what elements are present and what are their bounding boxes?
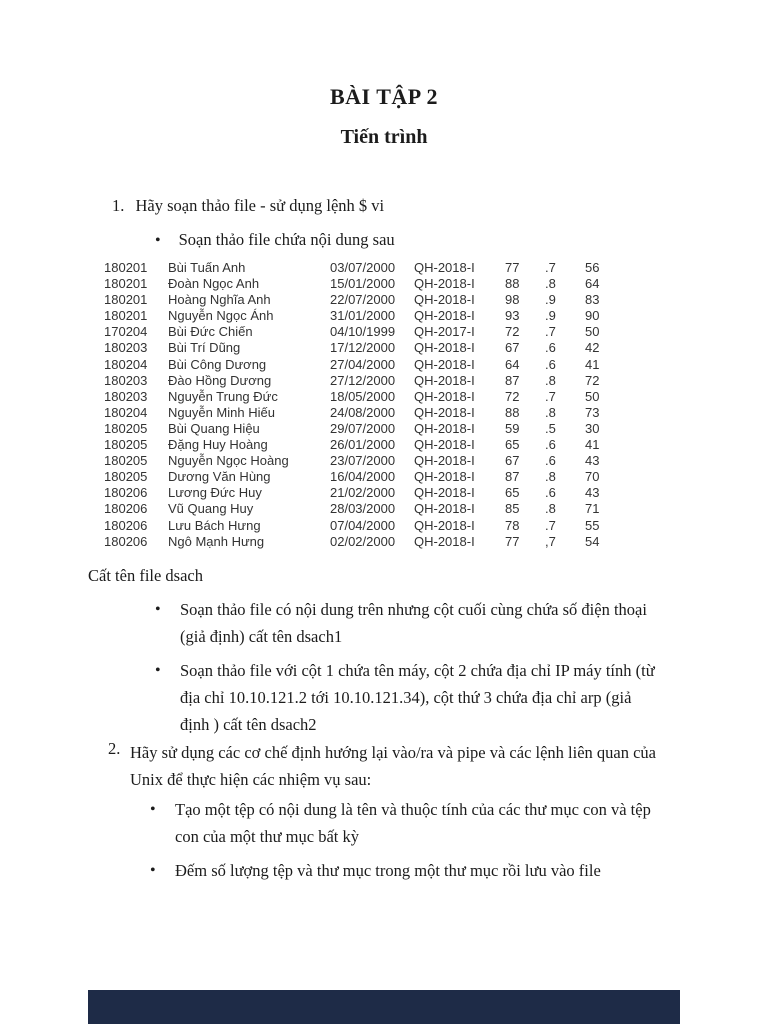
table-row	[104, 518, 619, 534]
bullet-item-dsach1-text: Soạn thảo file có nội dung trên nhưng cột cuối cùng chứa số điện thoại (giả định) cất tên dsach1	[180, 600, 647, 646]
table-cell: 29/07/2000	[330, 420, 396, 436]
table-cell: 180205	[104, 453, 148, 469]
table-cell: 180203	[104, 388, 148, 404]
bottom-dark-bar	[88, 990, 680, 1024]
table-cell: 93	[505, 308, 520, 324]
list-item-1-text: Hãy soạn thảo file - sử dụng lệnh $ vi	[135, 196, 385, 215]
table-cell: 50	[585, 324, 600, 340]
table-cell: 85	[505, 501, 520, 517]
table-cell: 72	[505, 324, 520, 340]
bullet-item-dsach1	[155, 596, 660, 650]
bullet-item-edit-file	[155, 226, 395, 254]
table-cell: .6	[545, 340, 556, 356]
table-cell: .8	[545, 276, 556, 292]
table-cell: QH-2018-I	[414, 469, 475, 485]
list-item-2-text: Hãy sử dụng các cơ chế định hướng lại vào/ra và pipe và các lệnh liên quan của Unix để thực hiện các nhiệm vụ sau:	[130, 743, 657, 789]
table-cell: 17/12/2000	[330, 340, 396, 356]
table-cell: 30	[585, 420, 600, 436]
table-cell: .8	[545, 404, 556, 420]
table-cell: 07/04/2000	[330, 517, 396, 533]
table-cell: QH-2018-I	[414, 308, 475, 324]
table-cell: 71	[585, 501, 600, 517]
table-cell: .5	[545, 420, 556, 436]
table-cell: 64	[585, 276, 600, 292]
table-cell: 180201	[104, 260, 148, 275]
document-subtitle: Tiến trình	[340, 126, 428, 148]
table-cell: 64	[505, 356, 520, 372]
bullet-item-edit-file-text: Soạn thảo file chứa nội dung sau	[178, 230, 395, 249]
table-cell: QH-2018-I	[414, 372, 475, 388]
file-name-caption: Cất tên file dsach	[88, 566, 204, 585]
table-cell: QH-2018-I	[414, 388, 475, 404]
table-cell: QH-2018-I	[414, 453, 475, 469]
table-cell: QH-2018-I	[414, 260, 475, 275]
table-cell: Nguyễn Minh Hiếu	[168, 404, 275, 420]
table-cell: 26/01/2000	[330, 437, 396, 453]
bullet-icon: •	[155, 601, 161, 618]
table-row	[104, 308, 619, 324]
table-cell: Đoàn Ngọc Anh	[168, 276, 260, 292]
table-cell: 180206	[104, 501, 148, 517]
table-cell: .6	[545, 453, 556, 469]
table-cell: 02/02/2000	[330, 533, 396, 549]
table-cell: 73	[585, 404, 600, 420]
table-cell: 170204	[104, 324, 148, 340]
table-cell: Đào Hồng Dương	[168, 372, 272, 388]
table-cell: .8	[545, 469, 556, 485]
table-cell: 41	[585, 437, 600, 453]
table-cell: QH-2018-I	[414, 340, 475, 356]
table-row	[104, 292, 619, 308]
table-row	[104, 276, 619, 292]
bullet-icon: •	[150, 862, 156, 879]
table-cell: 54	[585, 533, 600, 549]
table-cell: 65	[505, 437, 520, 453]
bullet-item-create-file-text: Tạo một tệp có nội dung là tên và thuộc tính của các thư mục con và tệp con của một thư mục bất kỳ	[175, 800, 651, 846]
table-cell: .7	[545, 388, 556, 404]
table-cell: 42	[585, 340, 600, 356]
table-cell: QH-2018-I	[414, 404, 475, 420]
table-cell: Bùi Trí Dũng	[168, 340, 241, 356]
table-cell: 31/01/2000	[330, 308, 396, 324]
table-cell: QH-2018-I	[414, 533, 475, 549]
table-cell: Nguyễn Ngọc Ánh	[168, 308, 274, 324]
table-cell: 59	[505, 420, 520, 436]
table-cell: 70	[585, 469, 600, 485]
bullet-item-count-files	[150, 857, 690, 884]
table-cell: 180201	[104, 308, 148, 324]
table-row	[104, 373, 619, 389]
table-cell: 22/07/2000	[330, 292, 396, 308]
table-cell: .9	[545, 308, 556, 324]
table-cell: QH-2018-I	[414, 276, 475, 292]
bullet-icon: •	[150, 801, 156, 818]
table-cell: Đặng Huy Hoàng	[168, 437, 268, 453]
table-cell: 180203	[104, 340, 148, 356]
table-cell: 180201	[104, 292, 148, 308]
table-row	[104, 469, 619, 485]
table-row	[104, 437, 619, 453]
table-cell: .8	[545, 501, 556, 517]
table-cell: ,7	[545, 533, 556, 549]
table-cell: Bùi Quang Hiệu	[168, 420, 260, 436]
list-item-2	[108, 739, 670, 793]
table-row	[104, 485, 619, 501]
table-cell: 04/10/1999	[330, 324, 396, 340]
table-cell: 72	[505, 388, 520, 404]
table-cell: 180204	[104, 404, 148, 420]
table-cell: 88	[505, 276, 520, 292]
table-cell: 55	[585, 517, 600, 533]
table-row	[104, 453, 619, 469]
table-cell: 77	[505, 260, 520, 275]
table-cell: .6	[545, 485, 556, 501]
table-cell: Nguyễn Ngọc Hoàng	[168, 453, 289, 469]
bullet-item-create-file	[150, 796, 660, 850]
table-cell: 180205	[104, 437, 148, 453]
table-row	[104, 357, 619, 373]
table-cell: .7	[545, 260, 556, 275]
list-item-1	[112, 192, 384, 219]
table-cell: QH-2018-I	[414, 420, 475, 436]
bullet-icon: •	[155, 662, 161, 679]
table-cell: 180205	[104, 420, 148, 436]
table-cell: 28/03/2000	[330, 501, 396, 517]
table-cell: 67	[505, 453, 520, 469]
table-row	[104, 534, 619, 550]
table-cell: 77	[505, 533, 520, 549]
table-cell: Vũ Quang Huy	[168, 501, 254, 517]
table-cell: 78	[505, 517, 520, 533]
table-cell: 180206	[104, 485, 148, 501]
table-cell: Hoàng Nghĩa Anh	[168, 292, 271, 308]
table-cell: 24/08/2000	[330, 404, 396, 420]
table-cell: QH-2017-I	[414, 324, 475, 340]
bullet-item-count-files-text: Đếm số lượng tệp và thư mục trong một thư mục rồi lưu vào file	[175, 861, 601, 880]
table-cell: 15/01/2000	[330, 276, 396, 292]
table-cell: Dương Văn Hùng	[168, 469, 271, 485]
table-row	[104, 421, 619, 437]
table-cell: QH-2018-I	[414, 437, 475, 453]
table-cell: 98	[505, 292, 520, 308]
table-cell: Bùi Tuấn Anh	[168, 260, 246, 275]
table-cell: 83	[585, 292, 600, 308]
table-row	[104, 389, 619, 405]
table-cell: QH-2018-I	[414, 292, 475, 308]
table-cell: 88	[505, 404, 520, 420]
table-row	[104, 324, 619, 340]
bullet-item-dsach2-text: Soạn thảo file với cột 1 chứa tên máy, cột 2 chứa địa chỉ IP máy tính (từ địa chỉ 10.10.121.2 tới 10.10.121.34), cột thứ 3 chứa địa chỉ arp (giả định ) cất tên dsach2	[180, 661, 655, 734]
table-cell: QH-2018-I	[414, 517, 475, 533]
table-cell: 43	[585, 485, 600, 501]
bullet-item-dsach2	[155, 657, 660, 738]
table-cell: 180206	[104, 517, 148, 533]
table-cell: 67	[505, 340, 520, 356]
table-row	[104, 340, 619, 356]
document-title: BÀI TẬP 2	[329, 84, 438, 109]
table-cell: 23/07/2000	[330, 453, 396, 469]
table-cell: QH-2018-I	[414, 501, 475, 517]
table-cell: Bùi Công Dương	[168, 356, 267, 372]
table-cell: Lương Đức Huy	[168, 485, 262, 501]
table-cell: 180204	[104, 356, 148, 372]
table-cell: .7	[545, 324, 556, 340]
table-cell: QH-2018-I	[414, 356, 475, 372]
table-cell: 180205	[104, 469, 148, 485]
table-cell: 21/02/2000	[330, 485, 396, 501]
table-cell: 180201	[104, 276, 148, 292]
table-cell: 87	[505, 372, 520, 388]
table-cell: Ngô Mạnh Hưng	[168, 533, 265, 549]
list-item-2-number: 2.	[108, 739, 121, 758]
table-row	[104, 405, 619, 421]
table-cell: 16/04/2000	[330, 469, 396, 485]
table-cell: 72	[585, 372, 600, 388]
table-cell: 90	[585, 308, 600, 324]
table-cell: 43	[585, 453, 600, 469]
table-cell: QH-2018-I	[414, 485, 475, 501]
list-item-1-number: 1.	[112, 196, 125, 215]
table-cell: 18/05/2000	[330, 388, 396, 404]
table-cell: .9	[545, 292, 556, 308]
student-table	[104, 260, 619, 550]
table-cell: Lưu Bách Hưng	[168, 517, 261, 533]
table-cell: 27/04/2000	[330, 356, 396, 372]
table-cell: 56	[585, 260, 600, 275]
table-cell: 180203	[104, 372, 148, 388]
table-cell: 87	[505, 469, 520, 485]
table-cell: Bùi Đức Chiến	[168, 324, 253, 340]
table-cell: .7	[545, 517, 556, 533]
table-cell: 50	[585, 388, 600, 404]
table-row	[104, 260, 619, 276]
table-cell: 65	[505, 485, 520, 501]
bullet-icon: •	[155, 232, 161, 249]
table-cell: .6	[545, 437, 556, 453]
table-cell: .6	[545, 356, 556, 372]
table-row	[104, 501, 619, 517]
table-cell: 27/12/2000	[330, 372, 396, 388]
table-cell: 180206	[104, 533, 148, 549]
table-cell: Nguyễn Trung Đức	[168, 388, 278, 404]
table-cell: .8	[545, 372, 556, 388]
table-cell: 41	[585, 356, 600, 372]
table-cell: 03/07/2000	[330, 260, 396, 275]
